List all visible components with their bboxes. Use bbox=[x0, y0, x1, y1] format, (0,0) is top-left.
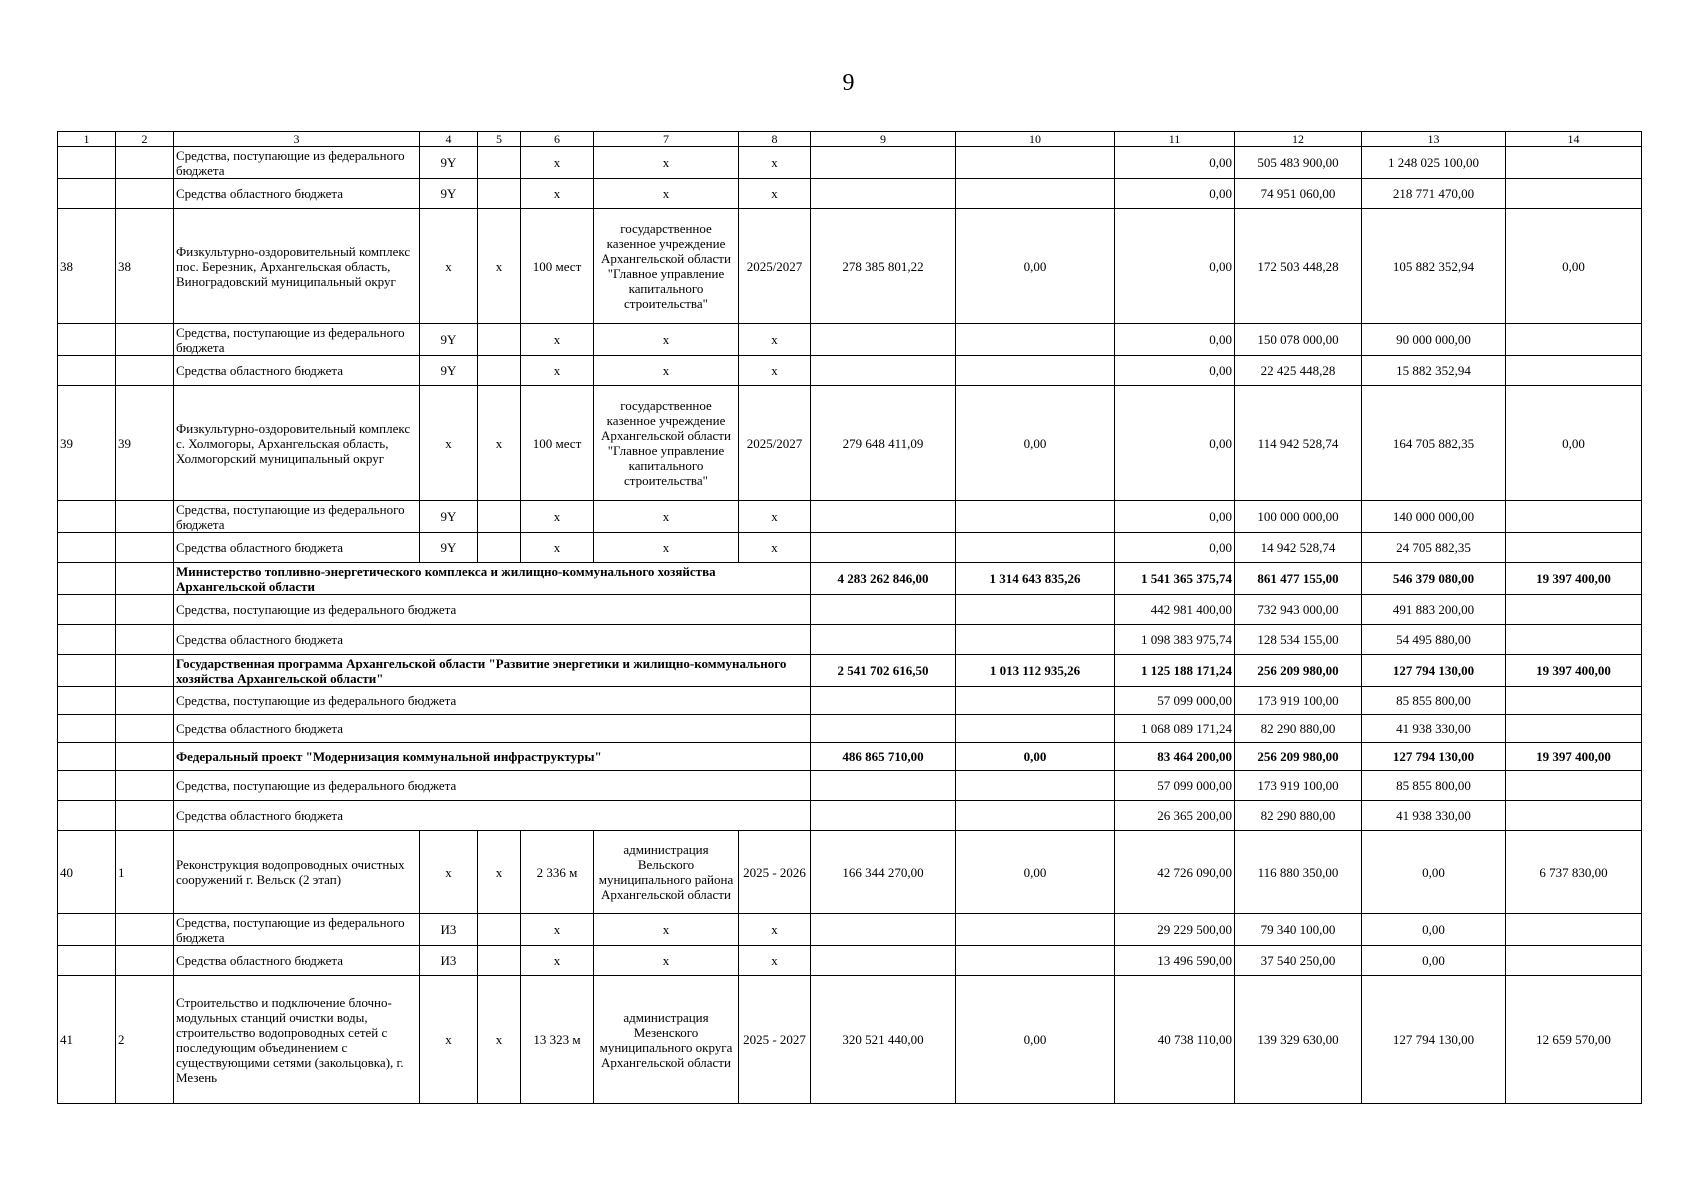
column-number-row bbox=[58, 132, 1642, 147]
estimated-cost-cell: 166 344 270,00 bbox=[811, 831, 956, 914]
funding-source-row bbox=[58, 324, 1642, 356]
item-number-cell: 1 bbox=[116, 831, 174, 914]
estimated-cost-cell bbox=[811, 946, 956, 976]
summary-source-row bbox=[58, 715, 1642, 743]
amount-cell bbox=[956, 324, 1115, 356]
funding-source-row bbox=[58, 501, 1642, 533]
summary-source-row bbox=[58, 595, 1642, 625]
funding-source-label: Средства, поступающие из федерального бюджета bbox=[174, 595, 811, 625]
funding-source-row bbox=[58, 147, 1642, 179]
amount-cell: 1 314 643 835,26 bbox=[956, 563, 1115, 595]
col5-cell bbox=[478, 356, 521, 386]
amount-cell: 1 013 112 935,26 bbox=[956, 655, 1115, 687]
remainder-cell bbox=[1506, 179, 1642, 209]
row-number-cell bbox=[58, 946, 116, 976]
customer-cell: x bbox=[594, 147, 739, 179]
customer-cell: x bbox=[594, 914, 739, 946]
amount-cell bbox=[956, 715, 1115, 743]
amount-2026-cell: 861 477 155,00 bbox=[1235, 563, 1362, 595]
amount-2025-cell: 442 981 400,00 bbox=[1115, 595, 1235, 625]
amount-2026-cell: 14 942 528,74 bbox=[1235, 533, 1362, 563]
row-number-cell bbox=[58, 356, 116, 386]
amount-2027-cell: 140 000 000,00 bbox=[1362, 501, 1506, 533]
remainder-cell: 19 397 400,00 bbox=[1506, 743, 1642, 771]
section-title-cell: Государственная программа Архангельской области "Развитие энергетики и жилищно-коммунального хозяйства Архангельской области" bbox=[174, 655, 811, 687]
amount-cell bbox=[956, 147, 1115, 179]
item-number-cell bbox=[116, 533, 174, 563]
summary-row bbox=[58, 743, 1642, 771]
row-number-cell bbox=[58, 914, 116, 946]
period-cell: x bbox=[739, 356, 811, 386]
amount-2027-cell: 105 882 352,94 bbox=[1362, 209, 1506, 324]
period-cell: 2025/2027 bbox=[739, 386, 811, 501]
period-cell: x bbox=[739, 533, 811, 563]
remainder-cell bbox=[1506, 356, 1642, 386]
amount-2025-cell: 42 726 090,00 bbox=[1115, 831, 1235, 914]
row-number-cell bbox=[58, 625, 116, 655]
remainder-cell: 0,00 bbox=[1506, 209, 1642, 324]
item-number-cell bbox=[116, 324, 174, 356]
funding-source-label: Средства областного бюджета bbox=[174, 715, 811, 743]
amount-2027-cell: 54 495 880,00 bbox=[1362, 625, 1506, 655]
amount-2025-cell: 0,00 bbox=[1115, 209, 1235, 324]
customer-cell: государственное казенное учреждение Архангельской области "Главное управление капитального строительства" bbox=[594, 386, 739, 501]
column-number: 7 bbox=[594, 132, 739, 147]
code-cell: x bbox=[420, 976, 478, 1104]
customer-cell: администрация Вельского муниципального района Архангельской области bbox=[594, 831, 739, 914]
estimated-cost-cell: 2 541 702 616,50 bbox=[811, 655, 956, 687]
amount-2026-cell: 116 880 350,00 bbox=[1235, 831, 1362, 914]
row-number-cell bbox=[58, 715, 116, 743]
code-cell: И3 bbox=[420, 914, 478, 946]
amount-2025-cell: 1 541 365 375,74 bbox=[1115, 563, 1235, 595]
amount-cell: 0,00 bbox=[956, 976, 1115, 1104]
estimated-cost-cell bbox=[811, 179, 956, 209]
item-number-cell bbox=[116, 595, 174, 625]
page-number: 9 bbox=[842, 70, 855, 96]
remainder-cell bbox=[1506, 625, 1642, 655]
amount-cell bbox=[956, 625, 1115, 655]
amount-2027-cell: 1 248 025 100,00 bbox=[1362, 147, 1506, 179]
amount-2025-cell: 0,00 bbox=[1115, 356, 1235, 386]
object-name-cell: Средства, поступающие из федерального бюджета bbox=[174, 501, 420, 533]
customer-cell: государственное казенное учреждение Архангельской области "Главное управление капитального строительства" bbox=[594, 209, 739, 324]
amount-2026-cell: 82 290 880,00 bbox=[1235, 715, 1362, 743]
amount-2026-cell: 128 534 155,00 bbox=[1235, 625, 1362, 655]
capacity-cell: x bbox=[521, 533, 594, 563]
column-number: 8 bbox=[739, 132, 811, 147]
amount-cell: 0,00 bbox=[956, 209, 1115, 324]
period-cell: x bbox=[739, 946, 811, 976]
capacity-cell: 13 323 м bbox=[521, 976, 594, 1104]
object-row bbox=[58, 831, 1642, 914]
customer-cell: x bbox=[594, 179, 739, 209]
estimated-cost-cell bbox=[811, 595, 956, 625]
row-number-cell bbox=[58, 655, 116, 687]
column-number: 11 bbox=[1115, 132, 1235, 147]
code-cell: 9Y bbox=[420, 324, 478, 356]
amount-2026-cell: 150 078 000,00 bbox=[1235, 324, 1362, 356]
summary-source-row bbox=[58, 801, 1642, 831]
row-number-cell bbox=[58, 743, 116, 771]
remainder-cell bbox=[1506, 801, 1642, 831]
amount-cell bbox=[956, 179, 1115, 209]
estimated-cost-cell bbox=[811, 356, 956, 386]
object-row bbox=[58, 976, 1642, 1104]
item-number-cell bbox=[116, 356, 174, 386]
capacity-cell: x bbox=[521, 946, 594, 976]
remainder-cell bbox=[1506, 324, 1642, 356]
amount-2027-cell: 127 794 130,00 bbox=[1362, 655, 1506, 687]
item-number-cell: 2 bbox=[116, 976, 174, 1104]
item-number-cell bbox=[116, 655, 174, 687]
col5-cell bbox=[478, 179, 521, 209]
object-name-cell: Средства, поступающие из федерального бюджета bbox=[174, 914, 420, 946]
remainder-cell bbox=[1506, 771, 1642, 801]
column-number: 4 bbox=[420, 132, 478, 147]
amount-2026-cell: 732 943 000,00 bbox=[1235, 595, 1362, 625]
column-number: 14 bbox=[1506, 132, 1642, 147]
row-number-cell bbox=[58, 801, 116, 831]
estimated-cost-cell bbox=[811, 715, 956, 743]
col5-cell bbox=[478, 147, 521, 179]
object-name-cell: Средства областного бюджета bbox=[174, 946, 420, 976]
object-name-cell: Физкультурно-оздоровительный комплекс пос. Березник, Архангельская область, Виноградовский муниципальный округ bbox=[174, 209, 420, 324]
estimated-cost-cell bbox=[811, 501, 956, 533]
estimated-cost-cell: 278 385 801,22 bbox=[811, 209, 956, 324]
funding-source-row bbox=[58, 179, 1642, 209]
row-number-cell bbox=[58, 533, 116, 563]
remainder-cell: 0,00 bbox=[1506, 386, 1642, 501]
row-number-cell bbox=[58, 179, 116, 209]
remainder-cell bbox=[1506, 595, 1642, 625]
summary-row bbox=[58, 563, 1642, 595]
amount-2027-cell: 85 855 800,00 bbox=[1362, 771, 1506, 801]
funding-source-label: Средства, поступающие из федерального бюджета bbox=[174, 687, 811, 715]
estimated-cost-cell bbox=[811, 914, 956, 946]
item-number-cell bbox=[116, 914, 174, 946]
summary-row bbox=[58, 655, 1642, 687]
period-cell: x bbox=[739, 914, 811, 946]
amount-cell: 0,00 bbox=[956, 831, 1115, 914]
code-cell: 9Y bbox=[420, 501, 478, 533]
estimated-cost-cell: 486 865 710,00 bbox=[811, 743, 956, 771]
amount-2026-cell: 172 503 448,28 bbox=[1235, 209, 1362, 324]
customer-cell: x bbox=[594, 533, 739, 563]
column-number: 3 bbox=[174, 132, 420, 147]
object-row bbox=[58, 386, 1642, 501]
remainder-cell: 19 397 400,00 bbox=[1506, 563, 1642, 595]
amount-2025-cell: 83 464 200,00 bbox=[1115, 743, 1235, 771]
customer-cell: x bbox=[594, 324, 739, 356]
item-number-cell bbox=[116, 147, 174, 179]
amount-2026-cell: 114 942 528,74 bbox=[1235, 386, 1362, 501]
code-cell: И3 bbox=[420, 946, 478, 976]
amount-2026-cell: 79 340 100,00 bbox=[1235, 914, 1362, 946]
estimated-cost-cell bbox=[811, 801, 956, 831]
capacity-cell: 100 мест bbox=[521, 386, 594, 501]
funding-source-label: Средства областного бюджета bbox=[174, 801, 811, 831]
customer-cell: x bbox=[594, 356, 739, 386]
amount-2027-cell: 0,00 bbox=[1362, 831, 1506, 914]
column-number: 1 bbox=[58, 132, 116, 147]
code-cell: 9Y bbox=[420, 179, 478, 209]
estimated-cost-cell bbox=[811, 625, 956, 655]
amount-2025-cell: 57 099 000,00 bbox=[1115, 771, 1235, 801]
capacity-cell: x bbox=[521, 179, 594, 209]
item-number-cell: 38 bbox=[116, 209, 174, 324]
amount-2026-cell: 256 209 980,00 bbox=[1235, 655, 1362, 687]
remainder-cell: 19 397 400,00 bbox=[1506, 655, 1642, 687]
remainder-cell bbox=[1506, 687, 1642, 715]
object-name-cell: Средства областного бюджета bbox=[174, 533, 420, 563]
amount-cell: 0,00 bbox=[956, 743, 1115, 771]
col5-cell: x bbox=[478, 976, 521, 1104]
amount-cell bbox=[956, 595, 1115, 625]
period-cell: 2025 - 2027 bbox=[739, 976, 811, 1104]
row-number-cell: 40 bbox=[58, 831, 116, 914]
amount-cell bbox=[956, 771, 1115, 801]
remainder-cell bbox=[1506, 946, 1642, 976]
amount-2025-cell: 1 125 188 171,24 bbox=[1115, 655, 1235, 687]
remainder-cell bbox=[1506, 715, 1642, 743]
amount-cell bbox=[956, 914, 1115, 946]
funding-source-label: Средства областного бюджета bbox=[174, 625, 811, 655]
item-number-cell bbox=[116, 179, 174, 209]
estimated-cost-cell bbox=[811, 771, 956, 801]
remainder-cell bbox=[1506, 914, 1642, 946]
remainder-cell: 12 659 570,00 bbox=[1506, 976, 1642, 1104]
amount-2027-cell: 127 794 130,00 bbox=[1362, 976, 1506, 1104]
estimated-cost-cell bbox=[811, 324, 956, 356]
code-cell: x bbox=[420, 209, 478, 324]
summary-source-row bbox=[58, 687, 1642, 715]
amount-2025-cell: 0,00 bbox=[1115, 324, 1235, 356]
customer-cell: x bbox=[594, 501, 739, 533]
summary-source-row bbox=[58, 625, 1642, 655]
remainder-cell bbox=[1506, 533, 1642, 563]
amount-2027-cell: 218 771 470,00 bbox=[1362, 179, 1506, 209]
funding-source-row bbox=[58, 914, 1642, 946]
row-number-cell bbox=[58, 324, 116, 356]
col5-cell bbox=[478, 533, 521, 563]
column-number: 6 bbox=[521, 132, 594, 147]
item-number-cell bbox=[116, 801, 174, 831]
code-cell: x bbox=[420, 386, 478, 501]
row-number-cell bbox=[58, 687, 116, 715]
object-name-cell: Средства, поступающие из федерального бюджета bbox=[174, 324, 420, 356]
customer-cell: администрация Мезенского муниципального округа Архангельской области bbox=[594, 976, 739, 1104]
funding-source-label: Средства, поступающие из федерального бюджета bbox=[174, 771, 811, 801]
item-number-cell bbox=[116, 743, 174, 771]
amount-cell bbox=[956, 687, 1115, 715]
period-cell: 2025 - 2026 bbox=[739, 831, 811, 914]
amount-2025-cell: 0,00 bbox=[1115, 386, 1235, 501]
code-cell: 9Y bbox=[420, 533, 478, 563]
row-number-cell bbox=[58, 147, 116, 179]
item-number-cell: 39 bbox=[116, 386, 174, 501]
column-number: 9 bbox=[811, 132, 956, 147]
column-number: 2 bbox=[116, 132, 174, 147]
amount-cell bbox=[956, 501, 1115, 533]
estimated-cost-cell bbox=[811, 147, 956, 179]
period-cell: x bbox=[739, 501, 811, 533]
amount-2025-cell: 40 738 110,00 bbox=[1115, 976, 1235, 1104]
capacity-cell: x bbox=[521, 914, 594, 946]
estimated-cost-cell: 4 283 262 846,00 bbox=[811, 563, 956, 595]
period-cell: x bbox=[739, 179, 811, 209]
amount-cell bbox=[956, 946, 1115, 976]
amount-2026-cell: 22 425 448,28 bbox=[1235, 356, 1362, 386]
object-name-cell: Реконструкция водопроводных очистных сооружений г. Вельск (2 этап) bbox=[174, 831, 420, 914]
amount-2027-cell: 491 883 200,00 bbox=[1362, 595, 1506, 625]
amount-2026-cell: 173 919 100,00 bbox=[1235, 687, 1362, 715]
amount-2026-cell: 82 290 880,00 bbox=[1235, 801, 1362, 831]
period-cell: 2025/2027 bbox=[739, 209, 811, 324]
amount-2026-cell: 505 483 900,00 bbox=[1235, 147, 1362, 179]
amount-2025-cell: 29 229 500,00 bbox=[1115, 914, 1235, 946]
col5-cell bbox=[478, 501, 521, 533]
column-number: 5 bbox=[478, 132, 521, 147]
amount-2027-cell: 90 000 000,00 bbox=[1362, 324, 1506, 356]
amount-2025-cell: 1 098 383 975,74 bbox=[1115, 625, 1235, 655]
amount-2027-cell: 85 855 800,00 bbox=[1362, 687, 1506, 715]
amount-2025-cell: 0,00 bbox=[1115, 501, 1235, 533]
amount-2027-cell: 127 794 130,00 bbox=[1362, 743, 1506, 771]
row-number-cell bbox=[58, 595, 116, 625]
estimated-cost-cell: 320 521 440,00 bbox=[811, 976, 956, 1104]
capacity-cell: x bbox=[521, 324, 594, 356]
item-number-cell bbox=[116, 501, 174, 533]
column-number: 10 bbox=[956, 132, 1115, 147]
row-number-cell bbox=[58, 771, 116, 801]
amount-cell bbox=[956, 801, 1115, 831]
estimated-cost-cell bbox=[811, 533, 956, 563]
period-cell: x bbox=[739, 147, 811, 179]
column-number: 13 bbox=[1362, 132, 1506, 147]
object-name-cell: Средства, поступающие из федерального бюджета bbox=[174, 147, 420, 179]
amount-2026-cell: 256 209 980,00 bbox=[1235, 743, 1362, 771]
amount-2027-cell: 0,00 bbox=[1362, 914, 1506, 946]
code-cell: 9Y bbox=[420, 147, 478, 179]
col5-cell bbox=[478, 914, 521, 946]
object-name-cell: Средства областного бюджета bbox=[174, 356, 420, 386]
amount-2025-cell: 13 496 590,00 bbox=[1115, 946, 1235, 976]
row-number-cell: 39 bbox=[58, 386, 116, 501]
remainder-cell bbox=[1506, 147, 1642, 179]
amount-2025-cell: 26 365 200,00 bbox=[1115, 801, 1235, 831]
code-cell: x bbox=[420, 831, 478, 914]
period-cell: x bbox=[739, 324, 811, 356]
funding-source-row bbox=[58, 946, 1642, 976]
amount-2026-cell: 173 919 100,00 bbox=[1235, 771, 1362, 801]
amount-2025-cell: 0,00 bbox=[1115, 533, 1235, 563]
estimated-cost-cell: 279 648 411,09 bbox=[811, 386, 956, 501]
object-name-cell: Строительство и подключение блочно-модульных станций очистки воды, строительство водопроводных сетей с последующим объединением с существующими сетями (закольцовка), г. Мезень bbox=[174, 976, 420, 1104]
amount-2027-cell: 24 705 882,35 bbox=[1362, 533, 1506, 563]
funding-source-row bbox=[58, 356, 1642, 386]
amount-2027-cell: 41 938 330,00 bbox=[1362, 801, 1506, 831]
col5-cell bbox=[478, 324, 521, 356]
col5-cell bbox=[478, 946, 521, 976]
amount-2027-cell: 15 882 352,94 bbox=[1362, 356, 1506, 386]
object-name-cell: Физкультурно-оздоровительный комплекс с. Холмогоры, Архангельская область, Холмогорский муниципальный округ bbox=[174, 386, 420, 501]
col5-cell: x bbox=[478, 209, 521, 324]
amount-cell: 0,00 bbox=[956, 386, 1115, 501]
item-number-cell bbox=[116, 625, 174, 655]
amount-cell bbox=[956, 356, 1115, 386]
amount-2027-cell: 164 705 882,35 bbox=[1362, 386, 1506, 501]
amount-2026-cell: 37 540 250,00 bbox=[1235, 946, 1362, 976]
object-name-cell: Средства областного бюджета bbox=[174, 179, 420, 209]
amount-2026-cell: 100 000 000,00 bbox=[1235, 501, 1362, 533]
amount-2027-cell: 41 938 330,00 bbox=[1362, 715, 1506, 743]
object-row bbox=[58, 209, 1642, 324]
row-number-cell bbox=[58, 563, 116, 595]
amount-2026-cell: 139 329 630,00 bbox=[1235, 976, 1362, 1104]
item-number-cell bbox=[116, 771, 174, 801]
row-number-cell: 41 bbox=[58, 976, 116, 1104]
capacity-cell: 2 336 м bbox=[521, 831, 594, 914]
amount-2027-cell: 0,00 bbox=[1362, 946, 1506, 976]
remainder-cell bbox=[1506, 501, 1642, 533]
estimated-cost-cell bbox=[811, 687, 956, 715]
code-cell: 9Y bbox=[420, 356, 478, 386]
budget-table bbox=[57, 131, 1642, 1104]
item-number-cell bbox=[116, 946, 174, 976]
amount-2025-cell: 0,00 bbox=[1115, 179, 1235, 209]
capacity-cell: x bbox=[521, 501, 594, 533]
section-title-cell: Федеральный проект "Модернизация коммунальной инфраструктуры" bbox=[174, 743, 811, 771]
amount-2027-cell: 546 379 080,00 bbox=[1362, 563, 1506, 595]
amount-2025-cell: 57 099 000,00 bbox=[1115, 687, 1235, 715]
amount-2025-cell: 0,00 bbox=[1115, 147, 1235, 179]
item-number-cell bbox=[116, 715, 174, 743]
summary-source-row bbox=[58, 771, 1642, 801]
capacity-cell: x bbox=[521, 147, 594, 179]
funding-source-row bbox=[58, 533, 1642, 563]
customer-cell: x bbox=[594, 946, 739, 976]
col5-cell: x bbox=[478, 831, 521, 914]
column-number: 12 bbox=[1235, 132, 1362, 147]
section-title-cell: Министерство топливно-энергетического комплекса и жилищно-коммунального хозяйства Архангельской области bbox=[174, 563, 811, 595]
amount-2026-cell: 74 951 060,00 bbox=[1235, 179, 1362, 209]
capacity-cell: x bbox=[521, 356, 594, 386]
item-number-cell bbox=[116, 687, 174, 715]
row-number-cell bbox=[58, 501, 116, 533]
amount-cell bbox=[956, 533, 1115, 563]
amount-2025-cell: 1 068 089 171,24 bbox=[1115, 715, 1235, 743]
row-number-cell: 38 bbox=[58, 209, 116, 324]
remainder-cell: 6 737 830,00 bbox=[1506, 831, 1642, 914]
capacity-cell: 100 мест bbox=[521, 209, 594, 324]
item-number-cell bbox=[116, 563, 174, 595]
col5-cell: x bbox=[478, 386, 521, 501]
